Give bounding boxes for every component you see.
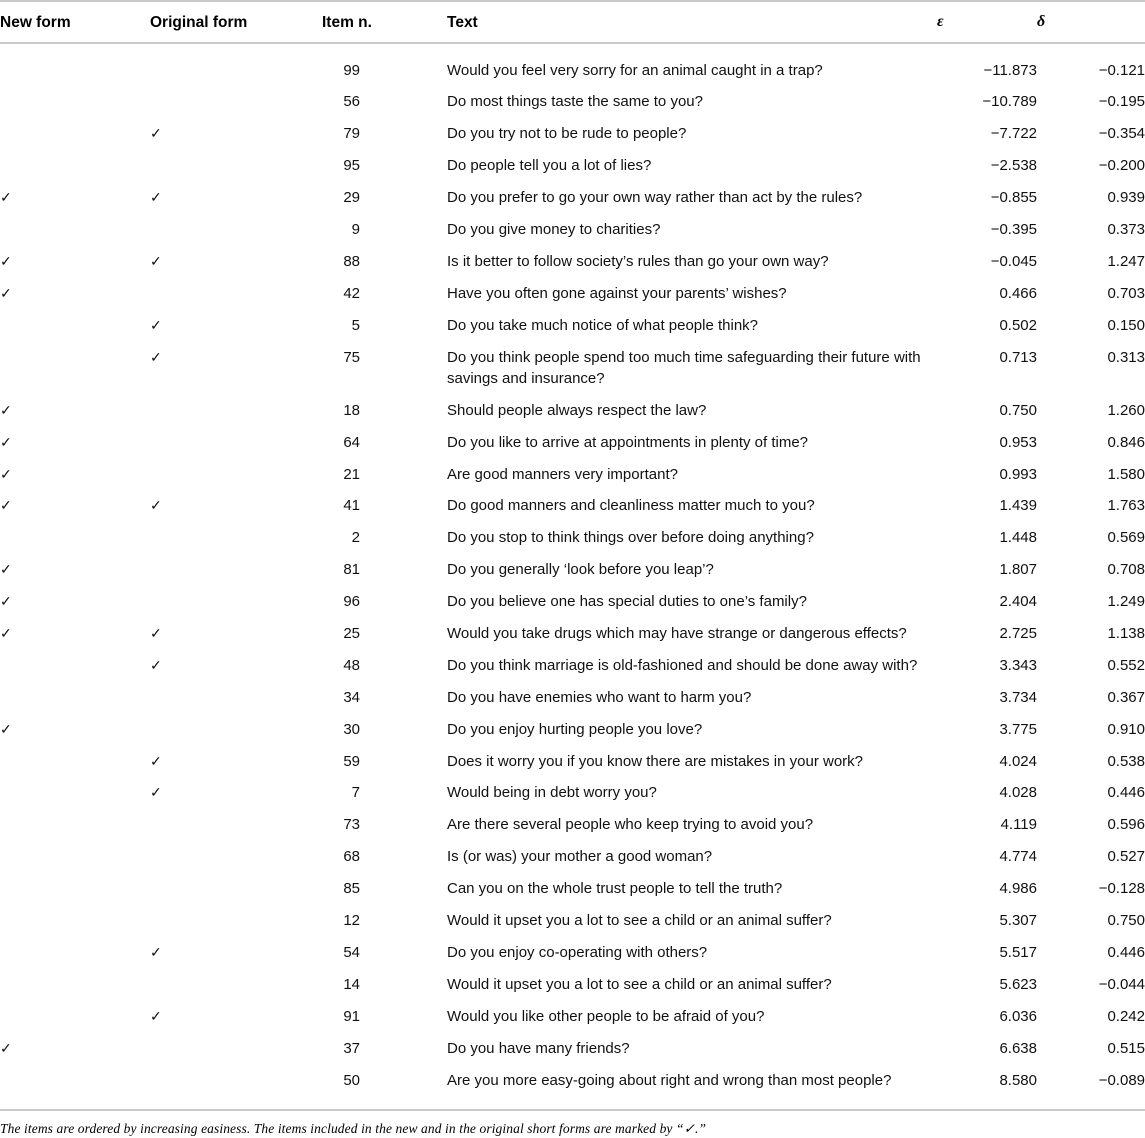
- cell-epsilon-value: −10.789: [982, 93, 1037, 111]
- cell-item-text: Do you enjoy hurting people you love?: [447, 720, 703, 738]
- checkmark-icon: ✓: [150, 125, 162, 142]
- cell-delta-value: 0.367: [1107, 688, 1145, 706]
- cell-original-form-check: [150, 713, 322, 745]
- cell-delta-value: 0.569: [1107, 529, 1145, 547]
- cell-epsilon-value: 3.775: [999, 720, 1037, 738]
- cell-new-form-check: [0, 522, 150, 554]
- cell-epsilon-value: 0.502: [999, 316, 1037, 334]
- cell-item-text: Do you like to arrive at appointments in plenty of time?: [447, 433, 809, 451]
- cell-item-text: Do you stop to think things over before doing anything?: [447, 529, 814, 547]
- item-number-value: 79: [343, 125, 360, 143]
- cell-epsilon-value: −2.538: [990, 157, 1037, 175]
- cell-original-form-check: [150, 554, 322, 586]
- item-number-value: 2: [351, 529, 360, 547]
- checkmark-icon: ✓: [0, 433, 12, 450]
- item-number-value: 30: [343, 720, 360, 738]
- cell-epsilon-value: 5.307: [999, 912, 1037, 930]
- cell-item-number: [322, 426, 447, 458]
- cell-original-form-check: [150, 86, 322, 118]
- checkmark-icon: ✓: [0, 189, 12, 206]
- cell-new-form-check: [0, 905, 150, 937]
- cell-original-form-check: [150, 309, 322, 341]
- cell-delta-value: 0.939: [1107, 189, 1145, 207]
- item-number-value: 25: [343, 625, 360, 643]
- cell-item-text: Would you like other people to be afraid of you?: [447, 1007, 765, 1025]
- cell-new-form-check: [0, 341, 150, 394]
- cell-original-form-check: [150, 841, 322, 873]
- checkmark-icon: ✓: [150, 752, 162, 769]
- cell-item-text: Do you believe one has special duties to one’s family?: [447, 593, 807, 611]
- cell-item-text: Do you give money to charities?: [447, 221, 661, 239]
- cell-item-number: [322, 458, 447, 490]
- checkmark-icon: ✓: [0, 593, 12, 610]
- cell-delta-value: 0.373: [1107, 221, 1145, 239]
- cell-item-text: Do most things taste the same to you?: [447, 93, 703, 111]
- item-number-value: 64: [343, 433, 360, 451]
- cell-item-text: Is (or was) your mother a good woman?: [447, 848, 713, 866]
- cell-delta-value: 0.527: [1107, 848, 1145, 866]
- table-row: [0, 554, 1145, 586]
- cell-epsilon-value: 0.953: [999, 433, 1037, 451]
- table-row: [0, 586, 1145, 618]
- checkmark-icon: ✓: [0, 1039, 12, 1056]
- cell-item-text: Does it worry you if you know there are mistakes in your work?: [447, 752, 863, 770]
- cell-item-text: Do you generally ‘look before you leap’?: [447, 561, 714, 579]
- cell-new-form-check: [0, 618, 150, 650]
- checkmark-icon: ✓: [0, 720, 12, 737]
- table-row: [0, 969, 1145, 1001]
- cell-epsilon-value: 0.713: [999, 348, 1037, 366]
- cell-item-text: Would you take drugs which may have strange or dangerous effects?: [447, 625, 907, 643]
- column-header-text: Text: [447, 1, 937, 43]
- cell-delta-value: 1.138: [1107, 625, 1145, 643]
- cell-item-text: Do you think marriage is old-fashioned and should be done away with?: [447, 656, 918, 674]
- checkmark-icon: ✓: [0, 252, 12, 269]
- cell-original-form-check: [150, 522, 322, 554]
- cell-item-text: Do you try not to be rude to people?: [447, 125, 687, 143]
- cell-item-number: [322, 246, 447, 278]
- item-number-value: 50: [343, 1071, 360, 1089]
- cell-new-form-check: [0, 1000, 150, 1032]
- item-number-value: 9: [351, 221, 360, 239]
- cell-new-form-check: [0, 118, 150, 150]
- cell-item-text: Are good manners very important?: [447, 465, 678, 483]
- table-row: [0, 650, 1145, 682]
- cell-delta-value: 0.750: [1107, 912, 1145, 930]
- cell-delta-value: 0.708: [1107, 561, 1145, 579]
- checkmark-icon: ✓: [150, 625, 162, 642]
- cell-epsilon-value: −0.855: [990, 189, 1037, 207]
- cell-new-form-check: [0, 745, 150, 777]
- cell-delta-value: 0.446: [1107, 784, 1145, 802]
- cell-delta-value: 0.538: [1107, 752, 1145, 770]
- item-number-value: 95: [343, 157, 360, 175]
- cell-item-number: [322, 682, 447, 714]
- checkmark-icon: ✓: [150, 656, 162, 673]
- table-row: [0, 309, 1145, 341]
- cell-item-number: [322, 1000, 447, 1032]
- cell-item-number: [322, 214, 447, 246]
- cell-item-number: [322, 309, 447, 341]
- cell-original-form-check: [150, 937, 322, 969]
- cell-delta-value: −0.044: [1098, 975, 1145, 993]
- cell-item-number: [322, 490, 447, 522]
- item-number-value: 5: [351, 316, 360, 334]
- cell-item-number: [322, 745, 447, 777]
- cell-delta-value: 0.703: [1107, 284, 1145, 302]
- table-row: [0, 341, 1145, 394]
- cell-item-text: Should people always respect the law?: [447, 401, 707, 419]
- cell-original-form-check: [150, 395, 322, 427]
- cell-item-text: Do you enjoy co-operating with others?: [447, 943, 708, 961]
- checkmark-icon: ✓: [150, 252, 162, 269]
- cell-item-number: [322, 395, 447, 427]
- cell-item-text: Do you have enemies who want to harm you?: [447, 688, 752, 706]
- cell-new-form-check: [0, 278, 150, 310]
- column-header-new-form: New form: [0, 1, 150, 43]
- cell-item-text: Have you often gone against your parents’ wishes?: [447, 284, 787, 302]
- cell-epsilon-value: 6.638: [999, 1039, 1037, 1057]
- cell-delta-value: 0.552: [1107, 656, 1145, 674]
- checkmark-icon: ✓: [0, 561, 12, 578]
- cell-item-text: Are you more easy-going about right and wrong than most people?: [447, 1071, 892, 1089]
- checkmark-icon: ✓: [0, 465, 12, 482]
- cell-epsilon-value: 1.439: [999, 497, 1037, 515]
- cell-item-number: [322, 118, 447, 150]
- cell-item-number: [322, 618, 447, 650]
- cell-delta-value: 0.446: [1107, 943, 1145, 961]
- cell-new-form-check: [0, 809, 150, 841]
- cell-new-form-check: [0, 490, 150, 522]
- cell-epsilon-value: −0.395: [990, 221, 1037, 239]
- table-row: [0, 873, 1145, 905]
- cell-epsilon-value: 3.734: [999, 688, 1037, 706]
- table-row: [0, 618, 1145, 650]
- cell-epsilon-value: 8.580: [999, 1071, 1037, 1089]
- checkmark-icon: ✓: [150, 316, 162, 333]
- table-row: [0, 182, 1145, 214]
- table-header: [0, 1, 1145, 43]
- cell-epsilon-value: −11.873: [983, 61, 1037, 79]
- cell-original-form-check: [150, 458, 322, 490]
- cell-delta-value: −0.200: [1098, 157, 1145, 175]
- cell-original-form-check: [150, 969, 322, 1001]
- item-number-value: 54: [343, 943, 360, 961]
- item-number-value: 29: [343, 189, 360, 207]
- cell-delta-value: −0.128: [1098, 880, 1145, 898]
- cell-original-form-check: [150, 214, 322, 246]
- table-row: [0, 426, 1145, 458]
- cell-epsilon-value: 6.036: [999, 1007, 1037, 1025]
- cell-original-form-check: [150, 1064, 322, 1096]
- cell-delta-value: 0.150: [1107, 316, 1145, 334]
- table-row: [0, 745, 1145, 777]
- cell-original-form-check: [150, 118, 322, 150]
- cell-item-number: [322, 341, 447, 394]
- cell-epsilon-value: 4.028: [999, 784, 1037, 802]
- table-row: [0, 777, 1145, 809]
- cell-item-number: [322, 650, 447, 682]
- table-row: [0, 1032, 1145, 1064]
- cell-new-form-check: [0, 586, 150, 618]
- cell-item-number: [322, 841, 447, 873]
- item-number-value: 85: [343, 880, 360, 898]
- cell-delta-value: 1.763: [1107, 497, 1145, 515]
- cell-original-form-check: [150, 426, 322, 458]
- table-row: [0, 395, 1145, 427]
- cell-item-number: [322, 713, 447, 745]
- cell-delta-value: 0.242: [1107, 1007, 1145, 1025]
- cell-epsilon-value: 0.466: [999, 284, 1037, 302]
- cell-original-form-check: [150, 905, 322, 937]
- table-row: [0, 682, 1145, 714]
- table-row: [0, 490, 1145, 522]
- cell-item-text: Would being in debt worry you?: [447, 784, 657, 802]
- cell-item-number: [322, 43, 447, 87]
- table-header-row: [0, 1, 1145, 43]
- cell-original-form-check: [150, 1000, 322, 1032]
- cell-new-form-check: [0, 43, 150, 87]
- table-row: [0, 214, 1145, 246]
- checkmark-icon: ✓: [150, 348, 162, 365]
- table-row: [0, 246, 1145, 278]
- cell-epsilon-value: 1.448: [999, 529, 1037, 547]
- cell-new-form-check: [0, 969, 150, 1001]
- cell-delta-value: 0.846: [1107, 433, 1145, 451]
- cell-original-form-check: [150, 873, 322, 905]
- column-header-item-number: Item n.: [322, 1, 447, 43]
- checkmark-icon: ✓: [150, 189, 162, 206]
- cell-original-form-check: [150, 341, 322, 394]
- cell-epsilon-value: 5.517: [999, 943, 1037, 961]
- checkmark-icon: ✓: [150, 1007, 162, 1024]
- cell-item-number: [322, 1032, 447, 1064]
- cell-original-form-check: [150, 150, 322, 182]
- item-number-value: 96: [343, 593, 360, 611]
- item-number-value: 37: [343, 1039, 360, 1057]
- item-number-value: 18: [343, 401, 360, 419]
- table-row: [0, 86, 1145, 118]
- cell-item-text: Are there several people who keep trying to avoid you?: [447, 816, 814, 834]
- column-header-epsilon: [937, 1, 1037, 43]
- delta-symbol: δ: [1037, 13, 1046, 30]
- cell-delta-value: 1.249: [1107, 593, 1145, 611]
- cell-new-form-check: [0, 937, 150, 969]
- cell-epsilon-value: 2.725: [999, 625, 1037, 643]
- cell-item-text: Do you think people spend too much time safeguarding their future with savings and insurance?: [447, 348, 921, 387]
- cell-new-form-check: [0, 713, 150, 745]
- cell-new-form-check: [0, 650, 150, 682]
- cell-original-form-check: [150, 246, 322, 278]
- cell-new-form-check: [0, 1032, 150, 1064]
- cell-new-form-check: [0, 150, 150, 182]
- cell-item-number: [322, 182, 447, 214]
- table-row: [0, 43, 1145, 87]
- cell-item-number: [322, 554, 447, 586]
- cell-epsilon-value: −0.045: [990, 252, 1037, 270]
- cell-original-form-check: [150, 586, 322, 618]
- item-number-value: 21: [343, 465, 360, 483]
- item-number-value: 59: [343, 752, 360, 770]
- cell-delta-value: 1.580: [1107, 465, 1145, 483]
- cell-item-number: [322, 809, 447, 841]
- table-row: [0, 905, 1145, 937]
- cell-item-number: [322, 150, 447, 182]
- cell-delta-value: −0.354: [1098, 125, 1145, 143]
- item-number-value: 7: [351, 784, 360, 802]
- table-row: [0, 1064, 1145, 1096]
- table-footnote: The items are ordered by increasing easiness. The items included in the new and in the original short forms are marked by “✓.”: [0, 1121, 707, 1137]
- table-row: [0, 841, 1145, 873]
- cell-new-form-check: [0, 246, 150, 278]
- checkmark-icon: ✓: [0, 401, 12, 418]
- cell-item-text: Do you have many friends?: [447, 1039, 630, 1057]
- cell-item-text: Would it upset you a lot to see a child or an animal suffer?: [447, 912, 832, 930]
- table-row: [0, 150, 1145, 182]
- item-number-value: 14: [343, 975, 360, 993]
- cell-original-form-check: [150, 777, 322, 809]
- cell-original-form-check: [150, 650, 322, 682]
- cell-new-form-check: [0, 777, 150, 809]
- item-number-value: 12: [343, 912, 360, 930]
- cell-item-number: [322, 522, 447, 554]
- cell-delta-value: 0.596: [1107, 816, 1145, 834]
- cell-epsilon-value: 4.986: [999, 880, 1037, 898]
- item-number-value: 99: [343, 61, 360, 79]
- table-row: [0, 713, 1145, 745]
- column-header-original-form: Original form: [150, 1, 322, 43]
- cell-new-form-check: [0, 554, 150, 586]
- cell-item-number: [322, 873, 447, 905]
- item-number-value: 81: [343, 561, 360, 579]
- cell-new-form-check: [0, 86, 150, 118]
- item-number-value: 42: [343, 284, 360, 302]
- item-number-value: 91: [343, 1007, 360, 1025]
- item-number-value: 75: [343, 348, 360, 366]
- cell-delta-value: 1.260: [1107, 401, 1145, 419]
- cell-epsilon-value: 0.750: [999, 401, 1037, 419]
- cell-original-form-check: [150, 682, 322, 714]
- checkmark-icon: ✓: [0, 497, 12, 514]
- cell-item-text: Do you prefer to go your own way rather than act by the rules?: [447, 189, 863, 207]
- cell-original-form-check: [150, 278, 322, 310]
- table-row: [0, 522, 1145, 554]
- cell-original-form-check: [150, 809, 322, 841]
- cell-item-number: [322, 937, 447, 969]
- cell-new-form-check: [0, 309, 150, 341]
- cell-item-number: [322, 86, 447, 118]
- cell-delta-value: 1.247: [1107, 252, 1145, 270]
- cell-original-form-check: [150, 43, 322, 87]
- cell-new-form-check: [0, 426, 150, 458]
- cell-original-form-check: [150, 745, 322, 777]
- table-row: [0, 458, 1145, 490]
- cell-item-number: [322, 969, 447, 1001]
- cell-delta-value: −0.089: [1098, 1071, 1145, 1089]
- checkmark-icon: ✓: [150, 943, 162, 960]
- item-number-value: 41: [343, 497, 360, 515]
- cell-epsilon-value: 4.024: [999, 752, 1037, 770]
- cell-delta-value: 0.313: [1107, 348, 1145, 366]
- epsilon-symbol: ε: [937, 13, 944, 30]
- cell-item-number: [322, 278, 447, 310]
- checkmark-icon: ✓: [150, 784, 162, 801]
- cell-epsilon-value: 1.807: [999, 561, 1037, 579]
- cell-epsilon-value: 4.119: [1000, 816, 1037, 834]
- cell-epsilon-value: 0.993: [999, 465, 1037, 483]
- cell-epsilon-value: −7.722: [990, 125, 1037, 143]
- cell-epsilon-value: 2.404: [999, 593, 1037, 611]
- cell-new-form-check: [0, 395, 150, 427]
- item-number-value: 34: [343, 688, 360, 706]
- cell-original-form-check: [150, 618, 322, 650]
- item-number-value: 68: [343, 848, 360, 866]
- cell-original-form-check: [150, 182, 322, 214]
- checkmark-icon: ✓: [0, 625, 12, 642]
- cell-new-form-check: [0, 873, 150, 905]
- table-row: [0, 1000, 1145, 1032]
- cell-new-form-check: [0, 182, 150, 214]
- cell-original-form-check: [150, 1032, 322, 1064]
- item-number-value: 56: [343, 93, 360, 111]
- cell-item-text: Do you take much notice of what people think?: [447, 316, 759, 334]
- checkmark-icon: ✓: [150, 497, 162, 514]
- table-row: [0, 118, 1145, 150]
- cell-delta-value: 0.910: [1107, 720, 1145, 738]
- cell-item-number: [322, 905, 447, 937]
- cell-epsilon-value: 3.343: [999, 656, 1037, 674]
- cell-epsilon-value: 4.774: [999, 848, 1037, 866]
- checkmark-icon: ✓: [0, 284, 12, 301]
- cell-item-text: Do good manners and cleanliness matter much to you?: [447, 497, 815, 515]
- item-number-value: 73: [343, 816, 360, 834]
- table-row: [0, 937, 1145, 969]
- item-number-value: 88: [343, 252, 360, 270]
- cell-item-text: Can you on the whole trust people to tell the truth?: [447, 880, 783, 898]
- cell-item-number: [322, 586, 447, 618]
- cell-item-number: [322, 1064, 447, 1096]
- cell-delta-value: −0.195: [1098, 93, 1145, 111]
- cell-item-number: [322, 777, 447, 809]
- table-row: [0, 278, 1145, 310]
- cell-new-form-check: [0, 214, 150, 246]
- cell-epsilon-value: 5.623: [999, 975, 1037, 993]
- cell-new-form-check: [0, 682, 150, 714]
- table-row: [0, 809, 1145, 841]
- cell-item-text: Do people tell you a lot of lies?: [447, 157, 652, 175]
- cell-original-form-check: [150, 490, 322, 522]
- cell-new-form-check: [0, 841, 150, 873]
- table-body: [0, 43, 1145, 1097]
- cell-item-text: Would you feel very sorry for an animal caught in a trap?: [447, 61, 823, 79]
- cell-item-text: Would it upset you a lot to see a child or an animal suffer?: [447, 975, 832, 993]
- cell-delta-value: −0.121: [1098, 61, 1145, 79]
- cell-item-text: Is it better to follow society’s rules than go your own way?: [447, 252, 829, 270]
- item-number-value: 48: [343, 656, 360, 674]
- cell-new-form-check: [0, 1064, 150, 1096]
- cell-delta-value: 0.515: [1107, 1039, 1145, 1057]
- column-header-delta: [1037, 1, 1145, 43]
- cell-new-form-check: [0, 458, 150, 490]
